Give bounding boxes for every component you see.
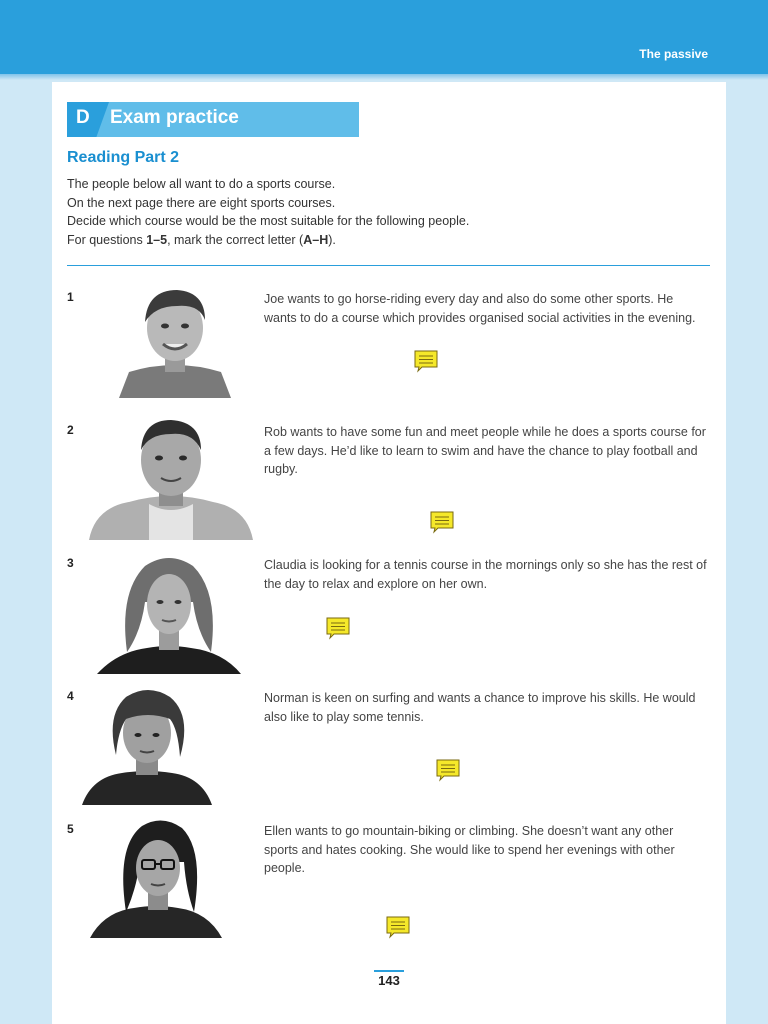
- speech-note-icon[interactable]: [413, 348, 439, 374]
- question-range: 1–5: [146, 232, 168, 247]
- question-number: 3: [67, 556, 74, 570]
- person-photo-norman: [82, 685, 212, 805]
- speech-note-icon[interactable]: [435, 757, 461, 783]
- page-number-rule: [374, 970, 404, 972]
- question-number: 4: [67, 689, 74, 703]
- header-band-edge: [0, 74, 768, 80]
- page-number: 143: [378, 973, 400, 988]
- person-photo-joe: [119, 280, 231, 398]
- letter-range: A–H: [303, 232, 329, 247]
- question-number: 2: [67, 423, 74, 437]
- question-item-3: [67, 556, 710, 676]
- question-text: Claudia is looking for a tennis course in the mornings only so she has the rest of the day to relax and explore on her own.: [264, 558, 707, 591]
- page: [52, 82, 726, 1024]
- instruction-line: [67, 231, 707, 250]
- instruction-line: The people below all want to do a sports course.: [67, 177, 336, 191]
- header-band: [0, 0, 768, 74]
- instruction-line: Decide which course would be the most suitable for the following people.: [67, 214, 470, 228]
- speech-note-icon[interactable]: [429, 509, 455, 535]
- person-photo-ellen: [90, 816, 222, 938]
- instruction-text: , mark the correct letter (: [167, 232, 304, 247]
- instruction-text: For questions: [67, 232, 147, 247]
- person-photo-claudia: [97, 552, 241, 674]
- question-text: Rob wants to have some fun and meet people while he does a sports course for a few days. He’d like to learn to swim and have the chance to play football and rugby.: [264, 425, 706, 477]
- question-item-5: [67, 822, 710, 942]
- question-number: 5: [67, 822, 74, 836]
- section-letter: D: [76, 107, 90, 128]
- part-title: Reading Part 2: [67, 149, 180, 166]
- person-photo-rob: [89, 410, 253, 540]
- question-item-1: [67, 290, 710, 402]
- question-text: Norman is keen on surfing and wants a chance to improve his skills. He would also like to play some tennis.: [264, 691, 696, 724]
- question-item-2: [67, 423, 710, 543]
- speech-note-icon[interactable]: [325, 615, 351, 641]
- instruction-line: On the next page there are eight sports courses.: [67, 195, 336, 210]
- instruction-text: ).: [328, 232, 336, 247]
- instructions: [67, 175, 707, 249]
- speech-note-icon[interactable]: [385, 914, 411, 940]
- question-text: Ellen wants to go mountain-biking or climbing. She doesn’t want any other sports and hates cooking. She would like to spend her evenings with other people.: [264, 824, 675, 876]
- divider: [67, 265, 710, 266]
- section-banner: [67, 102, 359, 137]
- question-text: Joe wants to go horse-riding every day and also do some other sports. He wants to do a course which provides organised social activities in the evening.: [264, 292, 696, 325]
- question-item-4: [67, 689, 710, 805]
- section-title: Exam practice: [110, 107, 239, 128]
- question-number: 1: [67, 290, 74, 304]
- chapter-label: The passive: [639, 47, 708, 61]
